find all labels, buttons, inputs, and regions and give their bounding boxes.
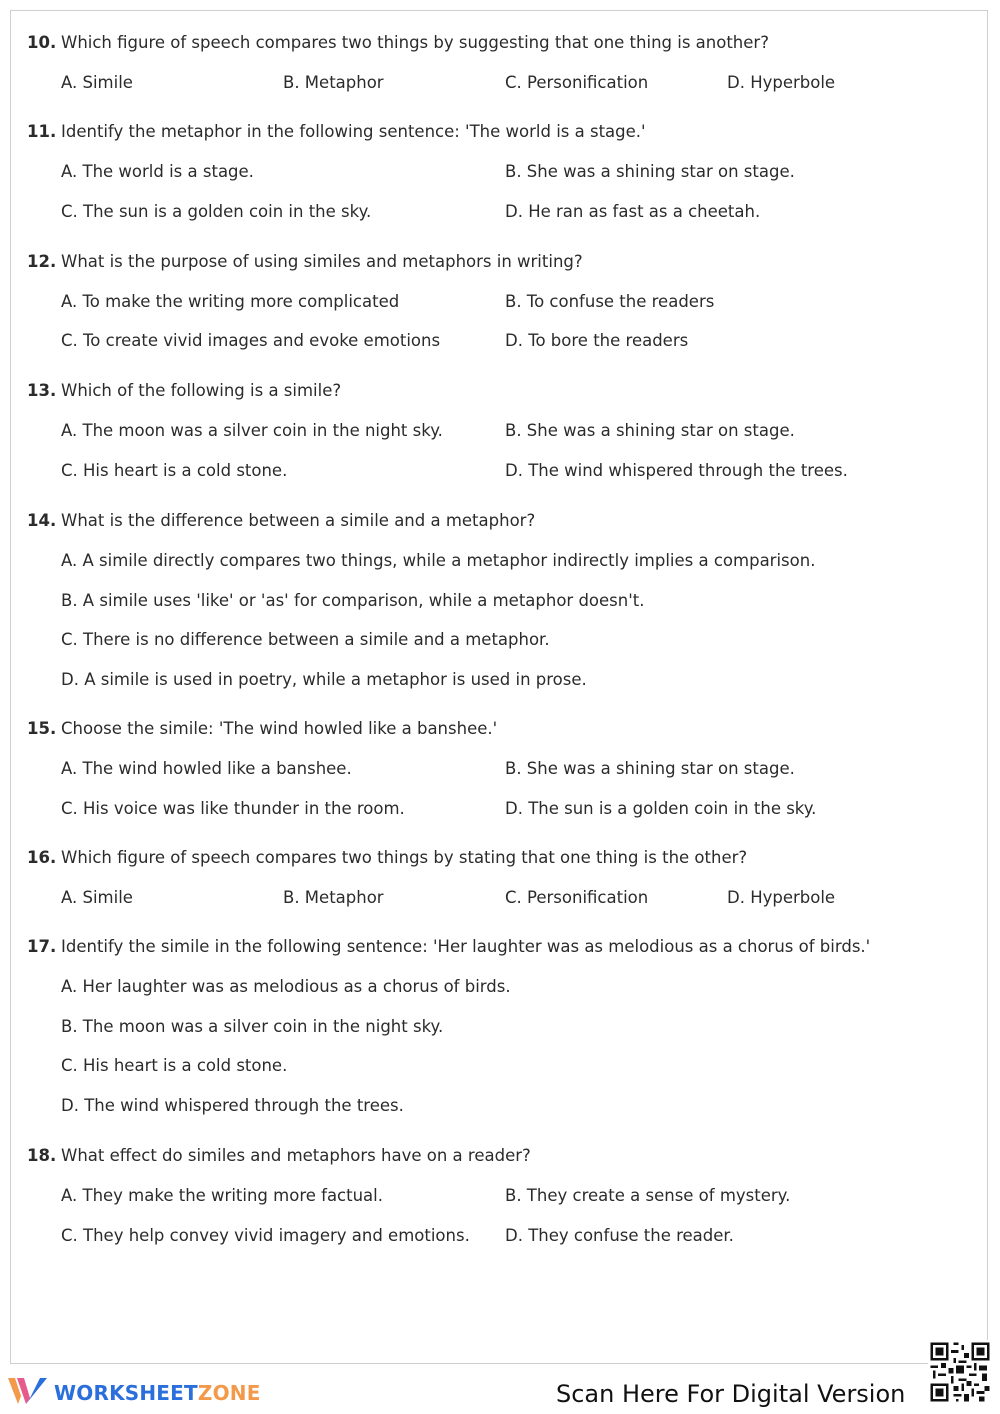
question-number: 12. [27,252,57,271]
option-d[interactable]: D. Hyperbole [727,888,836,907]
option-c[interactable]: C. There is no difference between a simile and a metaphor. [61,630,550,649]
question-16 [27,848,977,907]
worksheet-page [10,10,988,1364]
option-b[interactable]: B. Metaphor [283,73,384,92]
question-18 [27,1146,977,1245]
question-number: 14. [27,511,57,530]
option-a[interactable]: A. They make the writing more factual. [61,1186,383,1205]
option-a[interactable]: A. The wind howled like a banshee. [61,759,352,778]
option-c[interactable]: C. His heart is a cold stone. [61,461,288,480]
option-d[interactable]: D. The wind whispered through the trees. [505,461,848,480]
option-a[interactable]: A. Simile [61,888,133,907]
question-number: 17. [27,937,57,956]
option-d[interactable]: D. The wind whispered through the trees. [61,1096,404,1115]
question-text: Which figure of speech compares two things by stating that one thing is the other? [61,848,748,867]
option-b[interactable]: B. She was a shining star on stage. [505,421,795,440]
question-number: 13. [27,381,57,400]
w-logo-icon [8,1376,48,1406]
question-text: Which of the following is a simile? [61,381,342,400]
question-number: 18. [27,1146,57,1165]
question-17 [27,937,977,1115]
option-d[interactable]: D. The sun is a golden coin in the sky. [505,799,817,818]
option-b[interactable]: B. She was a shining star on stage. [505,759,795,778]
option-c[interactable]: C. Personification [505,73,649,92]
option-d[interactable]: D. Hyperbole [727,73,836,92]
question-number: 11. [27,122,57,141]
question-12 [27,252,977,350]
question-15 [27,719,977,818]
question-text: What effect do similes and metaphors have on a reader? [61,1146,531,1165]
option-b[interactable]: B. Metaphor [283,888,384,907]
question-text: Which figure of speech compares two things by suggesting that one thing is another? [61,33,769,52]
question-10 [27,33,977,92]
option-a[interactable]: A. A simile directly compares two things, while a metaphor indirectly implies a comparison. [61,551,816,570]
option-d[interactable]: D. A simile is used in poetry, while a metaphor is used in prose. [61,670,587,689]
option-d[interactable]: D. He ran as fast as a cheetah. [505,202,761,221]
question-text: Identify the simile in the following sentence: 'Her laughter was as melodious as a chorus of birds.' [61,937,871,956]
option-b[interactable]: B. A simile uses 'like' or 'as' for comparison, while a metaphor doesn't. [61,591,645,610]
question-text: What is the difference between a simile and a metaphor? [61,511,536,530]
question-number: 16. [27,848,57,867]
question-text: What is the purpose of using similes and metaphors in writing? [61,252,583,271]
question-text: Identify the metaphor in the following sentence: 'The world is a stage.' [61,122,646,141]
option-c[interactable]: C. His heart is a cold stone. [61,1056,288,1075]
brand-name-part1: WORKSHEET [54,1381,198,1405]
option-c[interactable]: C. To create vivid images and evoke emotions [61,331,441,350]
option-a[interactable]: A. Her laughter was as melodious as a chorus of birds. [61,977,511,996]
option-d[interactable]: D. They confuse the reader. [505,1226,734,1245]
question-number: 10. [27,33,57,52]
question-13 [27,381,977,480]
option-d[interactable]: D. To bore the readers [505,331,689,350]
option-c[interactable]: C. His voice was like thunder in the room. [61,799,405,818]
option-b[interactable]: B. She was a shining star on stage. [505,162,795,181]
question-text: Choose the simile: 'The wind howled like a banshee.' [61,719,498,738]
option-c[interactable]: C. The sun is a golden coin in the sky. [61,202,372,221]
question-11 [27,122,977,221]
option-a[interactable]: A. Simile [61,73,133,92]
option-a[interactable]: A. The world is a stage. [61,162,254,181]
brand-name-part2: ZONE [197,1381,261,1405]
option-c[interactable]: C. Personification [505,888,649,907]
page-footer [0,1366,1000,1414]
qr-code-icon[interactable] [928,1340,992,1404]
question-number: 15. [27,719,57,738]
option-a[interactable]: A. To make the writing more complicated [61,292,400,311]
option-b[interactable]: B. The moon was a silver coin in the night sky. [61,1017,444,1036]
scan-instruction: Scan Here For Digital Version [556,1380,906,1408]
option-b[interactable]: B. To confuse the readers [505,292,715,311]
option-a[interactable]: A. The moon was a silver coin in the night sky. [61,421,443,440]
brand-name [54,1381,261,1405]
option-b[interactable]: B. They create a sense of mystery. [505,1186,791,1205]
option-c[interactable]: C. They help convey vivid imagery and emotions. [61,1226,470,1245]
question-14 [27,511,977,689]
